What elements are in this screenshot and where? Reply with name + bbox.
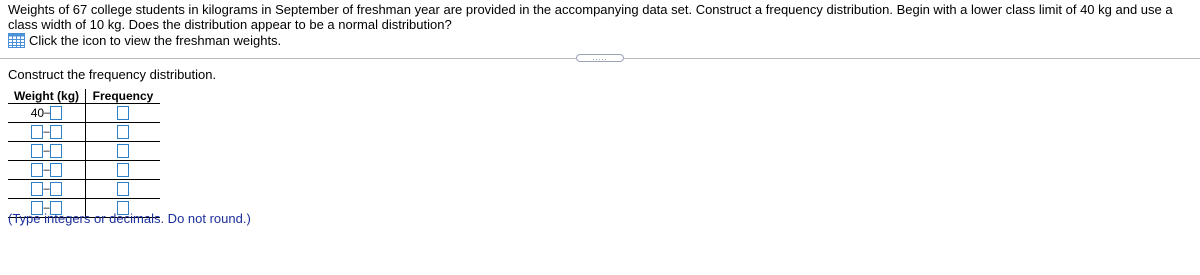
view-data-label[interactable]: Click the icon to view the freshman weights. xyxy=(29,32,282,48)
lower-limit-input[interactable] xyxy=(31,144,43,158)
upper-limit-input[interactable] xyxy=(50,144,62,158)
table-row xyxy=(8,161,160,180)
frequency-cell xyxy=(86,161,160,179)
frequency-input[interactable] xyxy=(117,144,129,158)
range-dash: – xyxy=(43,126,50,138)
range-dash: – xyxy=(43,145,50,157)
frequency-input[interactable] xyxy=(117,125,129,139)
upper-limit-input[interactable] xyxy=(50,106,62,120)
frequency-input[interactable] xyxy=(117,163,129,177)
frequency-input[interactable] xyxy=(117,106,129,120)
frequency-cell xyxy=(86,142,160,160)
range-dash: – xyxy=(43,202,50,214)
expand-more-button[interactable]: ..... xyxy=(576,54,624,62)
table-row xyxy=(8,104,160,123)
table-row xyxy=(8,142,160,161)
frequency-cell xyxy=(86,104,160,122)
lower-limit-input[interactable] xyxy=(31,125,43,139)
lower-limit-input[interactable] xyxy=(31,163,43,177)
table-row xyxy=(8,180,160,199)
table-header xyxy=(8,89,160,104)
frequency-column-header: Frequency xyxy=(92,89,154,103)
upper-limit-input[interactable] xyxy=(50,163,62,177)
lower-class-limit: 40 xyxy=(30,106,45,120)
data-table-icon[interactable] xyxy=(8,33,25,48)
range-dash: – xyxy=(44,107,51,119)
upper-limit-input[interactable] xyxy=(50,182,62,196)
frequency-cell xyxy=(86,180,160,198)
answer-format-note: (Type integers or decimals. Do not round.) xyxy=(8,211,251,226)
instruction-text: Construct the frequency distribution. xyxy=(8,67,217,82)
frequency-table xyxy=(8,89,160,218)
class-limits-cell xyxy=(8,142,86,160)
range-dash: – xyxy=(43,164,50,176)
range-dash: – xyxy=(43,183,50,195)
class-limits-cell xyxy=(8,161,86,179)
upper-limit-input[interactable] xyxy=(50,125,62,139)
class-limits-cell xyxy=(8,123,86,141)
frequency-cell xyxy=(86,123,160,141)
weight-column-header: Weight (kg) xyxy=(8,89,86,103)
class-limits-cell xyxy=(8,180,86,198)
view-data-link[interactable] xyxy=(8,32,281,48)
lower-limit-input[interactable] xyxy=(31,182,43,196)
question-text: Weights of 67 college students in kilograms in September of freshman year are provided in the accompanying data set. Construct a frequency distribution. Begin with a lower class limit of 40 kg and use a class width of 10 kg. Does the distribution appear to be a normal distribution? xyxy=(8,2,1173,32)
frequency-input[interactable] xyxy=(117,182,129,196)
table-row xyxy=(8,123,160,142)
class-limits-cell xyxy=(8,104,86,122)
